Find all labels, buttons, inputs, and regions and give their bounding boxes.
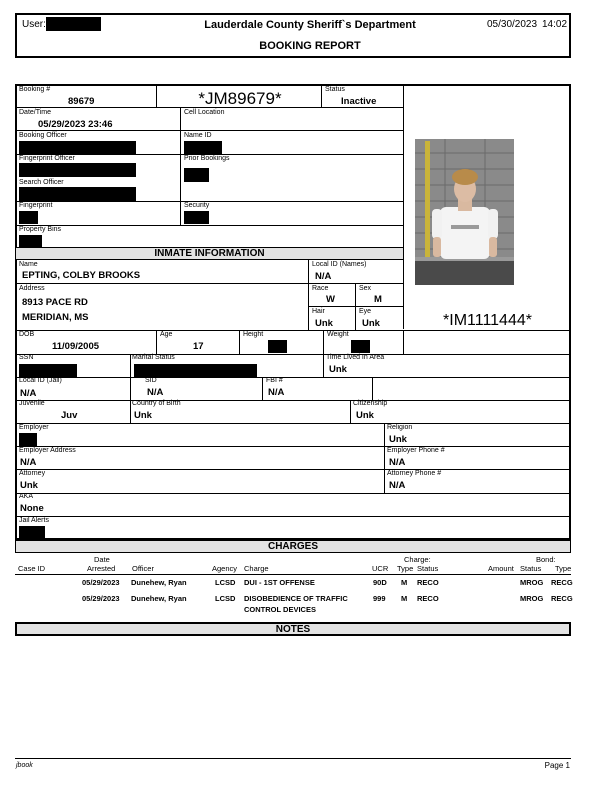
ssn-label: SSN: [19, 354, 34, 361]
charge-row-officer: Dunehew, Ryan: [131, 594, 187, 603]
religion-value: Unk: [389, 434, 407, 445]
charge-row-type: M: [401, 594, 408, 603]
redacted-height: [268, 340, 287, 353]
local-id-jail-label: Local ID (Jail): [19, 377, 62, 384]
col-officer: Officer: [132, 564, 154, 573]
eye-label: Eye: [359, 308, 372, 315]
charge-row-type: M: [401, 578, 408, 587]
eye-value: Unk: [362, 318, 380, 329]
attorney-value: Unk: [20, 480, 38, 491]
charge-row-date: 05/29/2023: [82, 578, 120, 587]
hair-value: Unk: [315, 318, 333, 329]
booking-officer-label: Booking Officer: [19, 132, 67, 139]
country-of-birth-value: Unk: [134, 410, 152, 421]
department-name: Lauderdale County Sheriff`s Department: [204, 19, 416, 31]
charge-row-bond-status: MROG: [520, 578, 544, 587]
country-of-birth-label: Country of Birth: [132, 400, 181, 407]
redacted-ssn: [19, 364, 77, 377]
col-case-id: Case ID: [18, 564, 46, 573]
col-charge: Charge: [244, 564, 269, 573]
charge-row-bond-status: MROG: [520, 594, 544, 603]
redacted-fingerprint-officer: [19, 163, 136, 177]
col-ucr: UCR: [372, 564, 389, 573]
mugshot-image: [415, 139, 514, 285]
juvenile-label: Juvenile: [19, 400, 45, 407]
booking-photo: [415, 139, 514, 285]
col-bond-top: Bond:: [536, 555, 556, 564]
col-date-arrested: Arrested: [87, 564, 116, 573]
fingerprint-label: Fingerprint: [19, 202, 53, 209]
charge-row-ucr: 90D: [373, 578, 387, 587]
charge-row-date: 05/29/2023: [82, 594, 120, 603]
col-charge-top: Charge:: [404, 555, 431, 564]
charge-row-status: RECO: [417, 578, 439, 587]
booking-number-label: Booking #: [19, 86, 51, 93]
charge-row-ucr: 999: [373, 594, 386, 603]
aka-label: AKA: [19, 493, 34, 500]
charge-row-charge-line2: CONTROL DEVICES: [244, 605, 316, 614]
employer-phone-value: N/A: [389, 457, 406, 468]
notes-header: NOTES: [15, 622, 571, 636]
local-id-names-label: Local ID (Names): [312, 261, 367, 268]
weight-label: Weight: [327, 331, 349, 338]
datetime-label: Date/Time: [19, 109, 52, 116]
charge-row-officer: Dunehew, Ryan: [131, 578, 187, 587]
charge-row-status: RECO: [417, 594, 439, 603]
sid-value: N/A: [147, 387, 164, 398]
charge-row-agency: LCSD: [215, 578, 236, 587]
name-id-label: Name ID: [184, 132, 212, 139]
redacted-name-id: [184, 141, 222, 154]
photo-id-barcode: *IM1111444*: [443, 312, 532, 329]
inmate-name: EPTING, COLBY BROOKS: [22, 270, 141, 281]
employer-address-value: N/A: [20, 457, 37, 468]
redacted-weight: [351, 340, 370, 353]
property-bins-label: Property Bins: [19, 226, 62, 233]
col-agency: Agency: [212, 564, 238, 573]
sid-label: SID: [145, 377, 157, 384]
status-value: Inactive: [341, 96, 377, 107]
jail-alerts-label: Jail Alerts: [19, 517, 49, 524]
col-type: Type: [397, 564, 414, 573]
redacted-fingerprint: [19, 211, 38, 224]
fbi-value: N/A: [268, 387, 285, 398]
inmate-information-header: INMATE INFORMATION: [15, 247, 404, 260]
local-id-names-value: N/A: [315, 271, 332, 282]
report-time: 14:02: [542, 19, 568, 30]
page-number: Page 1: [544, 761, 570, 770]
attorney-phone-label: Attorney Phone #: [387, 470, 442, 477]
status-label: Status: [325, 86, 345, 93]
redacted-booking-officer: [19, 141, 136, 155]
report-title: BOOKING REPORT: [259, 40, 361, 52]
redacted-search-officer: [19, 187, 136, 201]
address-line1: 8913 PACE RD: [22, 297, 88, 308]
redacted-marital-status: [134, 364, 257, 377]
height-label: Height: [243, 331, 264, 338]
marital-status-label: Marital Status: [132, 354, 175, 361]
age-label: Age: [160, 331, 173, 338]
charge-row-charge: DISOBEDIENCE OF TRAFFIC: [244, 594, 348, 603]
col-amount: Amount: [488, 564, 514, 573]
col-date-top: Date: [94, 555, 110, 564]
time-lived-value: Unk: [329, 364, 347, 375]
search-officer-label: Search Officer: [19, 179, 64, 186]
col-status: Status: [417, 564, 439, 573]
race-label: Race: [312, 285, 329, 292]
charge-row-bond-type: RECG: [551, 594, 573, 603]
age-value: 17: [193, 341, 204, 352]
local-id-jail-value: N/A: [20, 388, 37, 399]
dob-value: 11/09/2005: [52, 341, 100, 352]
name-label: Name: [19, 261, 38, 268]
charges-header: CHARGES: [15, 540, 571, 553]
report-date: 05/30/2023: [487, 19, 538, 30]
col-bond-status: Status: [520, 564, 542, 573]
fbi-label: FBI #: [266, 377, 283, 384]
sex-label: Sex: [359, 285, 372, 292]
redacted-employer: [19, 433, 37, 446]
datetime-value: 05/29/2023 23:46: [38, 119, 113, 130]
charge-row-bond-type: RECG: [551, 578, 573, 587]
charge-row-agency: LCSD: [215, 594, 236, 603]
redacted-security: [184, 211, 209, 224]
dob-label: DOB: [19, 331, 35, 338]
booking-barcode: *JM89679*: [198, 89, 282, 108]
redacted-property-bins: [19, 235, 42, 247]
sex-value: M: [374, 294, 382, 305]
employer-address-label: Employer Address: [19, 447, 76, 454]
redacted-prior-bookings: [184, 168, 209, 182]
aka-value: None: [20, 503, 44, 514]
attorney-phone-value: N/A: [389, 480, 406, 491]
religion-label: Religion: [387, 424, 413, 431]
address-label: Address: [19, 285, 45, 292]
time-lived-label: Time Lived In Area: [326, 354, 385, 361]
booking-number: 89679: [68, 96, 95, 107]
charge-row-charge: DUI - 1ST OFFENSE: [244, 578, 315, 587]
citizenship-value: Unk: [356, 410, 374, 421]
redacted-jail-alerts: [19, 526, 45, 539]
fingerprint-officer-label: Fingerprint Officer: [19, 155, 75, 162]
security-label: Security: [184, 202, 210, 209]
citizenship-label: Citizenship: [353, 400, 388, 407]
address-line2: MERIDIAN, MS: [22, 312, 89, 323]
user-label: User:: [22, 19, 46, 30]
attorney-label: Attorney: [19, 470, 46, 477]
juvenile-value: Juv: [61, 410, 78, 421]
footer-left: jbook: [16, 762, 33, 769]
hair-label: Hair: [312, 308, 325, 315]
employer-phone-label: Employer Phone #: [387, 447, 445, 454]
redacted-user: [46, 17, 101, 31]
race-value: W: [326, 294, 335, 305]
employer-label: Employer: [19, 424, 49, 431]
cell-location-label: Cell Location: [184, 109, 225, 116]
prior-bookings-label: Prior Bookings: [184, 155, 230, 162]
col-bond-type: Type: [555, 564, 572, 573]
